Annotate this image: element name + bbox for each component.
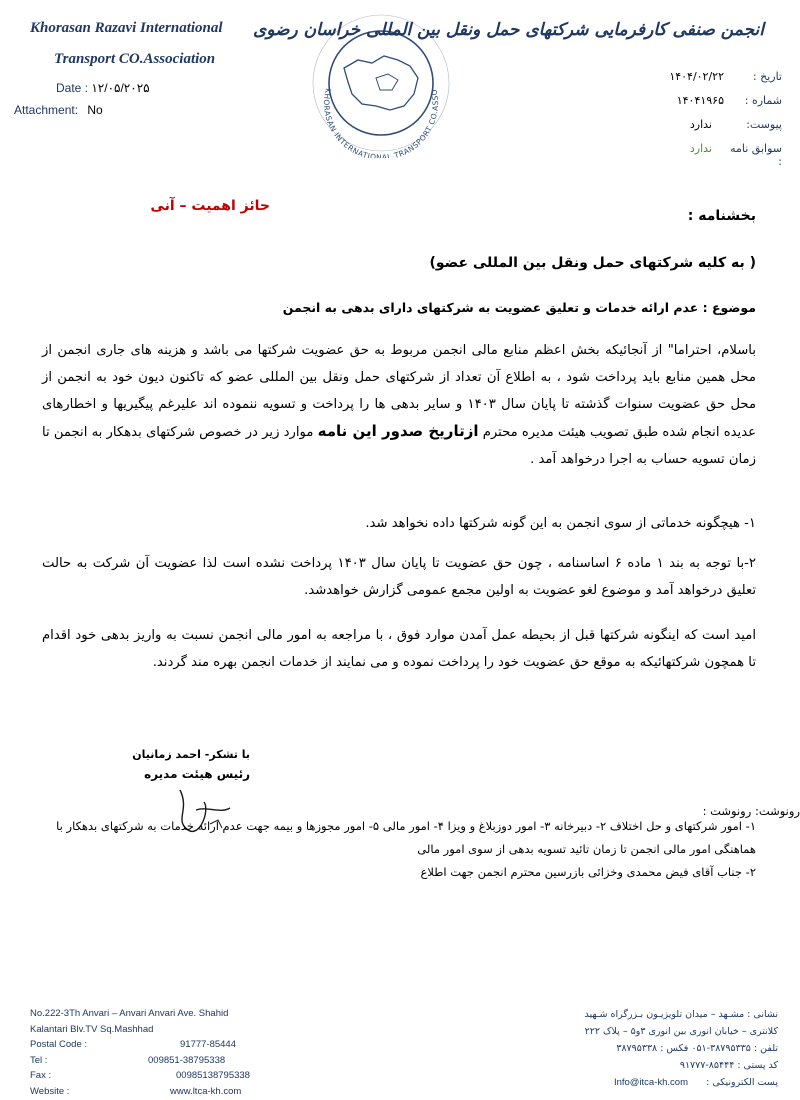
list-item: ۲-با توجه به بند ۱ ماده ۶ اساسنامه ، چون حق عضویت تا پایان سال ۱۴۰۳ پرداخت نشده است لذا عضویت آن شرکت به حالت تعلیق درخواهد آمد و موضوع لغو عضویت به اولین مجمع عمومی گزارش خواهدشد. [42,556,757,598]
attachment-field [14,103,103,117]
list-item: ۱- هیچگونه خدماتی از سوی انجمن به این گونه شرکتها داده نخواهد شد. [365,516,756,531]
meta-label: تاریخ : [752,70,782,83]
svg-text:انجمن صنفی کارفرمایی شرکتهای ح [306,8,310,10]
attachment-label: Attachment: [14,103,79,117]
intro-paragraph [42,337,756,473]
cc-list [36,815,756,884]
priority-label: حائز اهمیت – آنی [150,198,270,214]
addressee: ( به کلیه شرکتهای حمل ونقل بین المللی عضو) [429,255,756,271]
footer-postal-value: 91777-85444 [180,1039,236,1050]
footer-postal [30,1037,270,1053]
footer-tel [30,1053,270,1069]
logo-top-text [306,8,310,10]
meta-label: پیوست: [746,118,782,131]
footer-website-label: Website : [30,1085,70,1097]
meta-row-number [612,94,782,118]
footer-fa-line3: تلفن : ۳۸۷۹۵۳۳۵-۰۵۱ فکس : ۳۸۷۹۵۳۳۸ [616,1043,778,1054]
footer-fa-line4: کد پستی : ۸۵۴۴۴-۹۱۷۷۷ [679,1060,778,1071]
date-value: ۱۲/۰۵/۲۰۲۵ [91,81,150,95]
signature-title: رئیس هیئت مدیره [144,767,250,781]
meta-row-attachment [612,118,782,142]
meta-value: ندارد [689,142,712,155]
logo-ring-text: KHORASAN INTERNATIONAL TRANSPORT CO.ASSO [321,87,441,158]
footer-fax-value: 00985138795338 [176,1070,250,1081]
footer-address-line2: Kalantari Blv.TV Sq.Mashhad [30,1023,154,1035]
intro-text: باسلام، احتراما" از آنجائیکه بخش اعظم منابع مالی انجمن مربوط به حق عضویت شرکتها می باشد و هزینه های جاری انجمن از محل همین منابع باید پرداخت شود ، به اطلاع آن تعداد از شرکتهای حمل ونقل بین المللی عضو که تاکنون دیون خود به انجمن از محل حق عضویت سنوات گذشته تا پایان سال ۱۴۰۳ و سایر بدهی ها را پرداخت و تسویه ننموده اند علیرغم پیگیریها و اخطارهای عدیده انجام شده طبق تصویب هیئت مدیره محترم [42,343,757,440]
footer-postal-label: Postal Code : [30,1039,88,1050]
letter-meta [612,70,782,166]
date-label: Date : [56,81,89,95]
footer-website [30,1084,270,1100]
intro-bold-text: ازتاریخ صدور این نامه [317,422,479,440]
persian-title: انجمن صنفی کارفرمایی شرکتهای حمل ونقل بین المللی خراسان رضوی [253,20,764,40]
footer-fa-line2: کلانتری – خیابان انوری بین انوری ۳و۵ – پلاک ۲۲۲ [584,1026,778,1037]
circular-label: بخشنامه : [687,208,756,224]
signature-thanks: با تشکر- احمد زمانیان [132,748,250,761]
intro-text-end: موارد زیر در خصوص شرکتهای بدهکار به انجمن تا زمان تسویه حساب به اجرا درخواهد آمد . [42,425,756,467]
meta-row-date [612,70,782,94]
footer-tel-label: Tel : [30,1054,48,1066]
meta-value: ۱۴۰۴۱۹۶۵ [676,94,724,107]
footer-fa-line1: نشانی : مشـهد – میدان تلویزیـون بـزرگراه شـهید [584,1009,778,1020]
footer-fax [30,1068,270,1084]
english-title-line1: Khorasan Razavi International [30,20,223,36]
cc-item: ۱- امور شرکتهای و حل اختلاف ۲- دبیرخانه ۳- امور دوزبلاغ و ویزا ۴- امور مالی ۵- امور مجوزها و بیمه جهت عدم ارائه خدمات به شرکتهای بدهکار با هماهنگی امور مالی انجمن تا زمان تائید تسویه بدهی از سوی امور مالی [56,819,756,856]
footer-email [538,1074,778,1091]
closing-paragraph: امید است که اینگونه شرکتها قبل از بحیطه عمل آمدن موارد فوق ، با مراجعه به امور مالی انجمن نسبت به واریز بدهی خود اقدام تا همچون شرکتهائیکه به موقع حق عضویت خود را پرداخت نموده و می نمایند از خدمات انجمن بهره مند گردند. [42,628,756,670]
footer-fax-label: Fax : [30,1070,52,1081]
footer-tel-value: 009851-38795338 [148,1054,226,1066]
attachment-value: No [87,103,103,117]
cc-label: رونوشت: رونوشت : [702,804,800,818]
cc-item: ۲- جناب آقای فیض محمدی وخزائی بازرسین محترم انجمن جهت اطلاع [420,865,756,879]
footer-address-line1: No.222-3Th Anvari – Anvari Anvari Ave. Shahid [30,1008,229,1019]
footer-persian [538,1006,778,1091]
meta-row-history [612,142,782,166]
subject-line: موضوع : عدم ارائه خدمات و تعلیق عضویت به شرکتهای دارای بدهی به انجمن [282,300,756,315]
meta-label: سوابق نامه : [730,142,782,168]
footer-website-link[interactable]: www.ltca-kh.com [170,1085,242,1097]
meta-value: ۱۴۰۴/۰۲/۲۲ [669,70,724,83]
meta-value: ندارد [689,118,712,131]
english-title-line2: Transport CO.Association [54,51,216,67]
signature-block [130,748,250,781]
footer-email-label: پست الکترونیکی : [706,1077,778,1088]
footer-english [30,1006,270,1099]
footer-email-link[interactable]: Info@itca-kh.com [613,1077,688,1088]
meta-label: شماره : [744,94,782,107]
date-field [56,81,150,95]
